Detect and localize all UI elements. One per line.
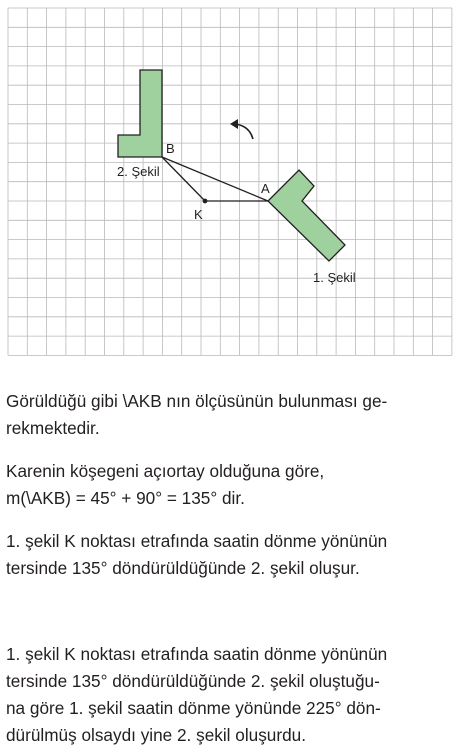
counterclockwise-arrow-icon (230, 119, 253, 139)
label-k: K (194, 207, 203, 222)
paragraph-1 (6, 388, 454, 442)
paragraph-4-line-3: na göre 1. şekil saatin dönme yönünde 225° dön- (6, 698, 381, 718)
paragraph-2-line-2: m(\AKB) = 45° + 90° = 135° dir. (6, 488, 245, 508)
paragraph-4-line-1: 1. şekil K noktası etrafında saatin dönme yönünün (6, 644, 388, 664)
paragraph-4-line-4: dürülmüş olsaydı yine 2. şekil oluşurdu. (6, 725, 306, 745)
label-a: A (261, 181, 270, 196)
grid-lines (8, 8, 452, 355)
paragraph-4-line-2: tersinde 135° döndürüldüğünde 2. şekil oluştuğu- (6, 671, 380, 691)
point-k (203, 199, 208, 204)
label-b: B (166, 141, 175, 156)
paragraph-3-line-2: tersinde 135° döndürüldüğünde 2. şekil oluşur. (6, 558, 360, 578)
paragraph-3-line-1: 1. şekil K noktası etrafında saatin dönme yönünün (6, 531, 388, 551)
paragraph-1-line-1: Görüldüğü gibi \AKB nın ölçüsünün bulunması ge- (6, 391, 388, 411)
paragraph-2 (6, 458, 454, 512)
paragraph-4 (6, 641, 454, 749)
grid-figure (0, 0, 459, 360)
paragraph-1-line-2: rekmektedir. (6, 418, 100, 438)
shape-2-l-figure (118, 70, 162, 157)
label-shape-2: 2. Şekil (117, 164, 160, 179)
paragraph-3 (6, 528, 454, 582)
segment-ab (162, 157, 268, 201)
label-shape-1: 1. Şekil (313, 270, 356, 285)
paragraph-2-line-1: Karenin köşegeni açıortay olduğuna göre, (6, 461, 325, 481)
segment-kb (162, 157, 205, 201)
shape-1-l-figure (268, 170, 345, 261)
